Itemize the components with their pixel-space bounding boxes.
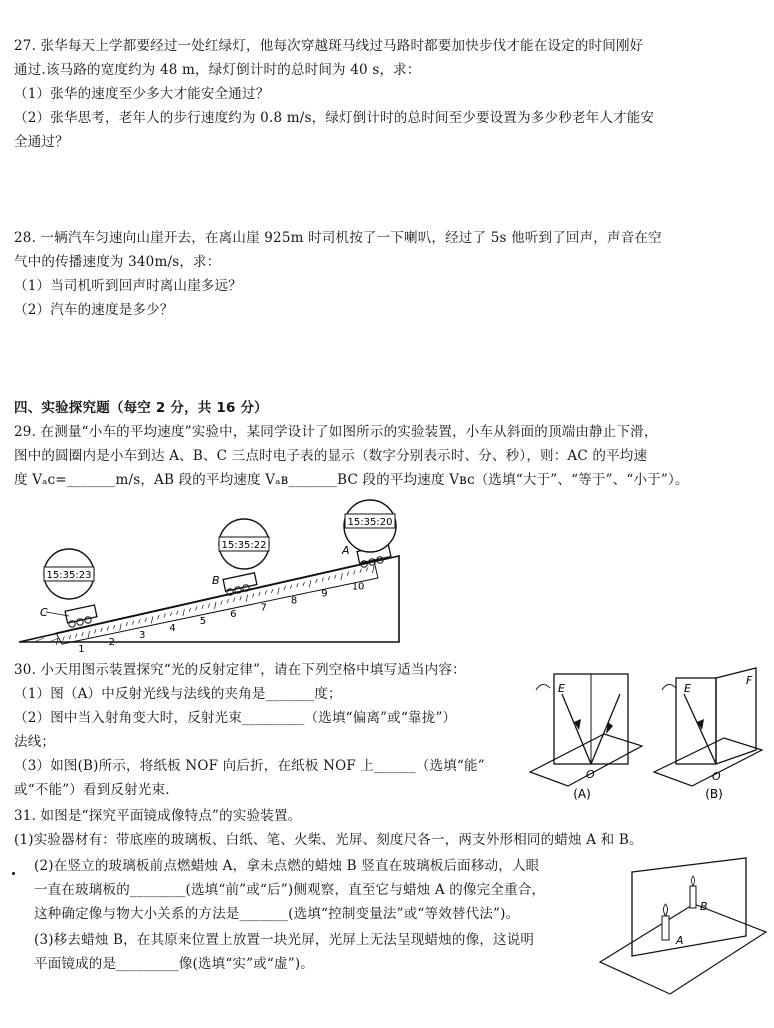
q31-line-1: 31. 如图是“探究平面镜成像特点”的实验装置。 [14,808,302,824]
ruler-tick [94,629,96,633]
q29-line-3: 度 Vₐᴄ=_______m/s，AB 段的平均速度 Vₐʙ_______BC 段的平均速度 Vʙᴄ（选填“大于”、“等于”、“小于”）。 [14,472,689,488]
q31-line-2: (1)实验器材有：带底座的玻璃板、白纸、笔、火柴、光屏、刻度尺各一，两支外形相同的蜡烛 A 和 B。 [14,832,643,848]
ruler-tick [259,592,261,596]
ruler-tick [170,612,172,616]
ruler-tick [107,626,109,630]
clock-a-time: 15:35:20 [347,517,393,528]
q30-line-3: （2）图中当入射角变大时，反射光束_________（选填“偏离”或“靠拢”） [14,710,457,726]
label-e-a: E [558,682,565,695]
ruler-number: 1 [78,643,85,655]
q27-line-1: 27. 张华每天上学都要经过一处红绿灯，他每次穿越斑马线过马路时都要加快步伐才能在设定的时间刚好 [14,38,644,54]
ruler-tick [183,609,185,616]
ruler-tick [284,586,286,590]
ruler-tick [158,615,160,619]
ruler-number: 5 [199,616,207,628]
q27-line-5: 全通过？ [14,134,69,150]
ruler-tick [63,637,65,641]
plane-mirror-figure [596,852,770,1002]
candle-a [662,916,669,940]
ruler-tick [309,580,311,587]
ruler-tick [88,631,90,638]
candle-b [690,886,696,908]
ruler-tick [215,602,217,609]
ruler-number: 8 [290,595,298,607]
ruler-tick [69,635,71,639]
ruler-tick [360,569,362,573]
margin-dot [12,872,15,875]
label-o-a: O [586,768,595,781]
incline-experiment-figure [14,504,404,655]
ruler-tick [246,595,248,602]
ruler-tick [328,576,330,580]
q29-line-1: 29. 在测量“小车的平均速度”实验中，某同学设计了如图所示的实验装置，小车从斜面的顶端由静止下滑， [14,424,658,440]
reflected-ray-a [591,694,620,764]
candle-a-flame [664,904,668,916]
ruler-tick [82,632,84,636]
q27-line-2: 通过.该马路的宽度约为 48 m，绿灯倒计时的总时间为 40 s，求： [14,62,421,78]
q30-line-1: 30. 小天用图示装置探究“光的反射定律”，请在下列空格中填写适当内容： [14,662,466,678]
ruler-number: 6 [230,609,237,621]
clock-b-time: 15:35:22 [221,540,267,551]
ruler-tick [373,566,375,573]
label-f-b: F [746,674,753,687]
reflection-figure-a [530,674,642,801]
q28-line-2: 气中的传播速度为 340m/s，求： [14,254,221,270]
ruler-tick [113,625,115,629]
q27-line-4: （2）张华思考，老年人的步行速度约为 0.8 m/s，绿灯倒计时的总时间至少要设置为多少秒老年人才能安 [14,110,655,126]
label-c: C [40,606,48,619]
label-candle-b: B [700,900,708,913]
q29-line-2: 图中的圆圈内是小车到达 A、B、C 三点时电子表的显示（数字分别表示时、分、秒），则：AC 的平均速 [14,448,648,464]
light-source-b [662,684,676,690]
ruler-tick [290,585,292,589]
ruler-tick [132,621,134,625]
ruler-tick [164,614,166,618]
reflection-figure-b [654,668,762,801]
q30-line-2: （1）图（A）中反射光线与法线的夹角是_______度； [14,686,342,702]
ruler-tick [322,578,324,582]
ruler-tick [335,575,337,579]
ruler-tick [303,582,305,586]
ruler-tick [341,573,343,580]
ruler-number: 2 [108,636,115,648]
ruler-tick [145,618,147,622]
ruler-tick [75,634,77,638]
label-candle-a: A [676,934,684,947]
q27-line-3: （1）张华的速度至少多大才能安全通过？ [14,86,270,102]
ruler-tick [240,596,242,600]
ruler-tick [278,588,280,595]
ruler-tick [139,619,141,623]
ruler-tick [202,605,204,609]
ruler-tick [252,593,254,597]
clock-c-time: 15:35:23 [46,570,92,581]
q28-line-1: 28. 一辆汽车匀速向山崖开去，在离山崖 925m 时司机按了一下喇叭，经过了 5s 他听到了回声，声音在空 [14,230,662,246]
q30-line-6: 或“不能”）看到反射光束. [14,782,170,798]
ruler-tick [221,601,223,605]
ruler-number: 4 [169,623,176,635]
ruler-tick [126,622,128,626]
q31-line-4: 一直在玻璃板的________(选填“前”或“后”)侧观察，直至它与蜡烛 A 的像完全重合， [34,882,546,898]
ruler-tick [366,567,368,571]
ruler-number: 7 [260,602,267,614]
caption-a: (A) [573,787,591,801]
ruler-tick [151,616,153,623]
reflection-figure [524,664,764,804]
ruler-tick [177,611,179,615]
q30-line-4: 法线； [14,734,56,750]
ruler-tick [189,608,191,612]
q31-line-5: 这种确定像与物大小关系的方法是_______(选填“控制变量法”或“等效替代法”)。 [34,906,520,922]
incident-ray-b [684,694,716,764]
ruler-tick [208,603,210,607]
q31-line-6: (3)移去蜡烛 B，在其原来位置上放置一块光屏，光屏上无法呈现蜡烛的像，这说明 [34,932,535,948]
cart-b [223,573,257,595]
label-a: A [342,544,350,557]
label-o-b: O [712,770,721,783]
cart-c [65,605,97,627]
ruler-number: 3 [139,630,146,641]
caption-b: (B) [705,787,723,801]
light-source-a [536,684,550,690]
ruler-tick [196,606,198,610]
q31-line-7: 平面镜成的是_________像(选填“实”或“虚”)。 [34,956,314,972]
candle-b-flame [692,876,695,886]
q28-line-3: （1）当司机听到回声时离山崖多远？ [14,278,242,294]
ruler-tick [354,570,356,574]
q31-line-3: (2)在竖立的玻璃板前点燃蜡烛 A，拿未点燃的蜡烛 B 竖直在玻璃板后面移动，人眼 [34,858,540,874]
ruler-tick [347,572,349,576]
ruler-tick [316,579,318,583]
q28-line-4: （2）汽车的速度是多少？ [14,302,174,318]
ruler-tick [271,589,273,593]
ruler-tick [297,583,299,587]
ruler-tick [233,598,235,602]
ruler-number: 10 [351,581,365,593]
label-b: B [212,574,220,587]
ruler-tick [265,590,267,594]
ruler-tick [101,628,103,632]
paper-sheet [600,904,766,994]
q30-line-5: （3）如图(B)所示，将纸板 NOF 向后折，在纸板 NOF 上______（选填“能” [14,758,485,774]
ruler-tick [227,599,229,603]
ruler-number: 9 [321,588,328,600]
section-4-title: 四、实验探究题（每空 2 分，共 16 分） [14,400,268,416]
ruler-tick [120,624,122,631]
label-e-b: E [684,682,691,695]
